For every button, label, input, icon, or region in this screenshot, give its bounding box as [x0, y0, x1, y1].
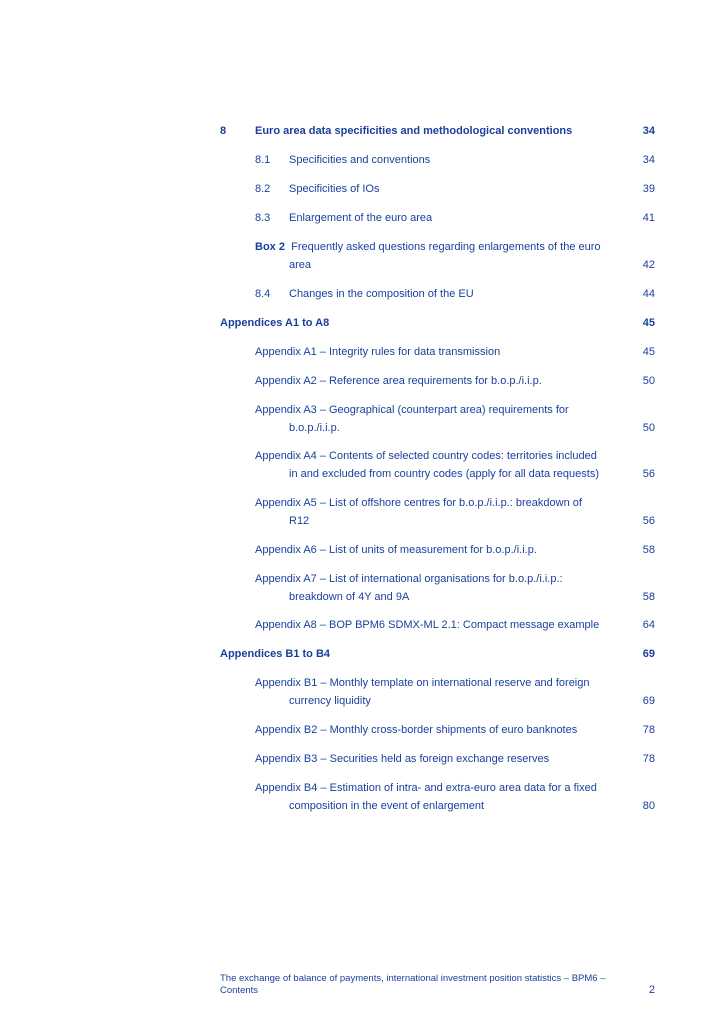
box-title-line-2: area [289, 259, 312, 271]
appendix-group-title: Appendices B1 to B4 [220, 648, 331, 660]
appendix-title: Appendix A1 – Integrity rules for data transmission [255, 346, 501, 358]
appendix-group-title: Appendices A1 to A8 [220, 317, 330, 329]
section-number: 8.2 [255, 183, 271, 195]
box-title-line-1: Frequently asked questions regarding enlargements of the euro [291, 241, 601, 253]
footer-title [220, 973, 620, 997]
appendix-title: Appendix A8 – BOP BPM6 SDMX-ML 2.1: Compact message example [255, 619, 600, 631]
page-number: 34 [642, 125, 655, 137]
page-number: 50 [642, 375, 655, 387]
footer-page-number: 2 [648, 984, 655, 996]
footer-line-2: Contents [220, 985, 259, 996]
section-number: 8.1 [255, 154, 271, 166]
appendix-title: Appendix A5 – List of offshore centres for b.o.p./i.i.p.: breakdown of [255, 497, 582, 509]
page-number: 80 [642, 800, 655, 812]
chapter-number: 8 [220, 125, 227, 137]
page-number: 34 [642, 154, 655, 166]
appendix-title-cont: in and excluded from country codes (apply for all data requests) [289, 468, 599, 480]
section-title: Specificities and conventions [289, 154, 431, 166]
page-number: 39 [642, 183, 655, 195]
page-number: 42 [642, 259, 655, 271]
appendix-title: Appendix B3 – Securities held as foreign exchange reserves [255, 753, 550, 765]
page-number: 41 [642, 212, 655, 224]
appendix-title-cont: currency liquidity [289, 695, 371, 707]
section-title: Specificities of IOs [289, 183, 380, 195]
appendix-title: Appendix A6 – List of units of measurement for b.o.p./i.i.p. [255, 544, 537, 556]
page-number: 56 [642, 515, 655, 527]
page-number: 45 [642, 317, 655, 329]
page-number: 58 [642, 544, 655, 556]
page-number: 56 [642, 468, 655, 480]
section-title: Changes in the composition of the EU [289, 288, 474, 300]
appendix-title: Appendix B2 – Monthly cross-border shipments of euro banknotes [255, 724, 578, 736]
appendix-title-cont: composition in the event of enlargement [289, 800, 485, 812]
appendix-title: Appendix A2 – Reference area requirements for b.o.p./i.i.p. [255, 375, 542, 387]
chapter-title: Euro area data specificities and methodological conventions [255, 125, 573, 137]
box-line-1 [255, 238, 601, 256]
appendix-title: Appendix A7 – List of international organisations for b.o.p./i.i.p.: [255, 573, 563, 585]
page-number: 69 [642, 648, 655, 660]
page-number: 78 [642, 724, 655, 736]
page-number: 44 [642, 288, 655, 300]
footer-line-1: The exchange of balance of payments, international investment position statistics – BPM6 – [220, 973, 606, 984]
appendix-title-cont: b.o.p./i.i.p. [289, 422, 340, 434]
appendix-title: Appendix B4 – Estimation of intra- and extra-euro area data for a fixed [255, 782, 597, 794]
appendix-title: Appendix A4 – Contents of selected country codes: territories included [255, 450, 597, 462]
page-number: 78 [642, 753, 655, 765]
section-number: 8.4 [255, 288, 271, 300]
page-number: 64 [642, 619, 655, 631]
section-number: 8.3 [255, 212, 271, 224]
appendix-title: Appendix B1 – Monthly template on international reserve and foreign [255, 677, 590, 689]
box-label: Box 2 [255, 241, 285, 253]
appendix-title-cont: breakdown of 4Y and 9A [289, 591, 410, 603]
page-number: 50 [642, 422, 655, 434]
page-number: 69 [642, 695, 655, 707]
page-number: 58 [642, 591, 655, 603]
page-number: 45 [642, 346, 655, 358]
appendix-title-cont: R12 [289, 515, 310, 527]
section-title: Enlargement of the euro area [289, 212, 433, 224]
appendix-title: Appendix A3 – Geographical (counterpart area) requirements for [255, 404, 569, 416]
